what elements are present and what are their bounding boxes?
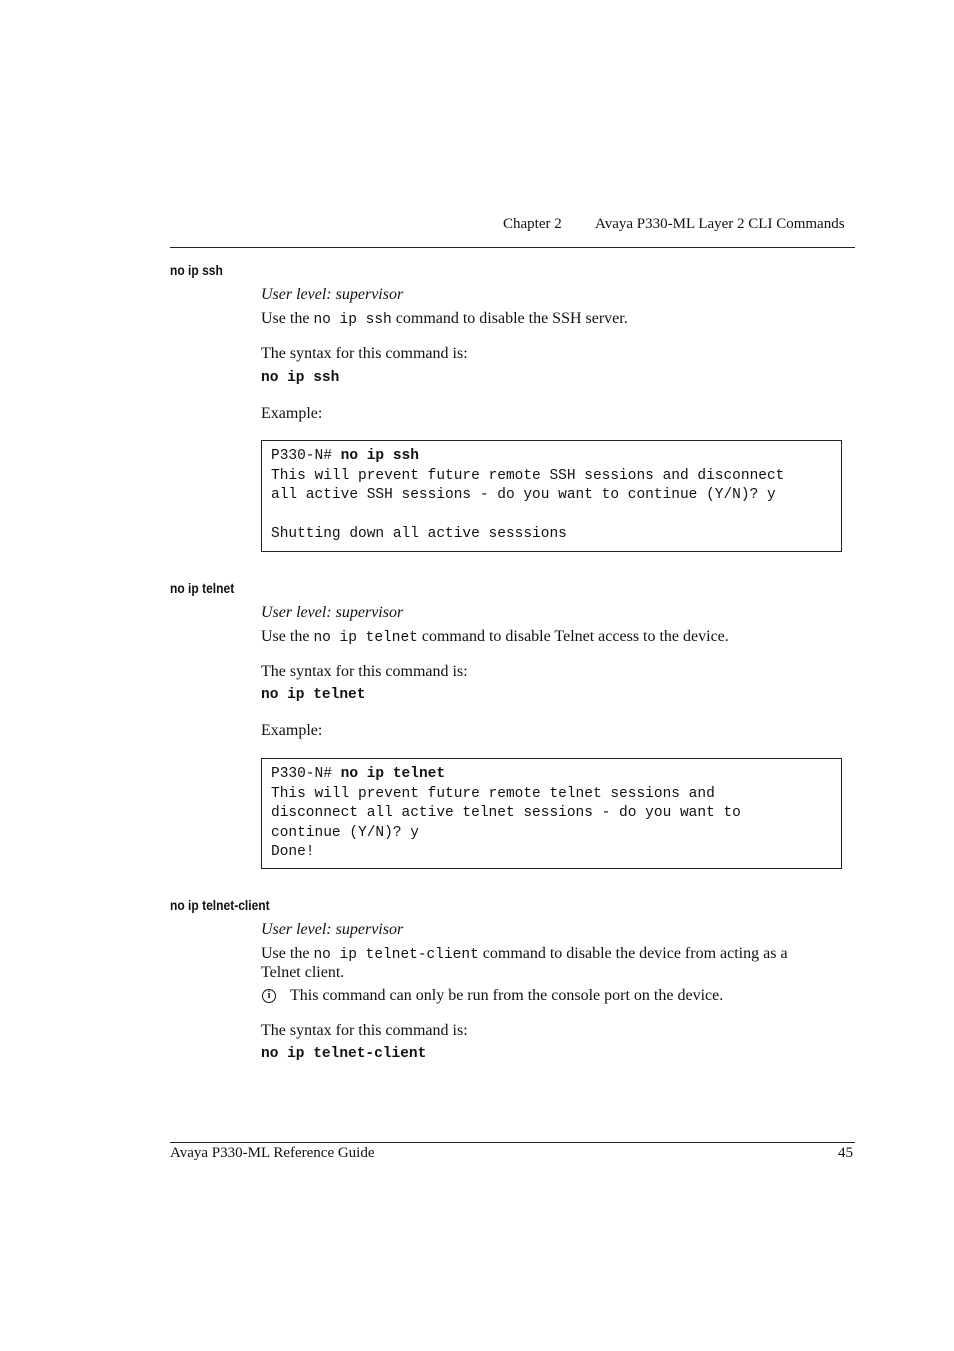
chapter-title: Avaya P330-ML Layer 2 CLI Commands — [595, 216, 845, 232]
syntax-intro: The syntax for this command is: — [261, 1022, 468, 1039]
inline-command: no ip ssh — [313, 312, 392, 328]
description-prefix: Use the — [261, 310, 310, 327]
inline-command: no ip telnet — [313, 630, 418, 646]
inline-command: no ip telnet-client — [313, 947, 479, 963]
user-level-text: User level: supervisor — [261, 286, 404, 303]
description-suffix: command to disable Telnet access to the device. — [421, 628, 729, 645]
syntax-command: no ip telnet-client — [261, 1046, 427, 1062]
section-heading-no-ip-ssh: no ip ssh — [170, 262, 223, 278]
user-level-text: User level: supervisor — [261, 921, 404, 938]
example-code-block — [261, 758, 842, 869]
description-prefix: Use the — [261, 628, 310, 645]
example-output: This will prevent future remote SSH sessions and disconnect all active SSH sessions - do you want to continue (Y/N)? y Shutting down all active sesssions — [271, 467, 785, 542]
example-command: no ip ssh — [340, 448, 419, 464]
syntax-command: no ip ssh — [261, 370, 340, 386]
description-line-2: Telnet client. — [261, 964, 345, 981]
syntax-intro: The syntax for this command is: — [261, 345, 468, 362]
example-command: no ip telnet — [340, 766, 446, 782]
user-level-text: User level: supervisor — [261, 604, 404, 621]
example-code-block — [261, 440, 842, 552]
section-heading-no-ip-telnet: no ip telnet — [170, 580, 235, 596]
footer-divider — [170, 1142, 855, 1143]
description-paragraph — [261, 309, 628, 330]
syntax-command: no ip telnet — [261, 687, 366, 703]
description-paragraph — [261, 627, 729, 648]
chapter-label: Chapter 2 — [503, 216, 562, 232]
page-number: 45 — [838, 1145, 853, 1161]
info-icon: i — [262, 989, 276, 1003]
description-prefix: Use the — [261, 945, 310, 962]
example-label: Example: — [261, 722, 323, 739]
syntax-intro: The syntax for this command is: — [261, 663, 468, 680]
description-suffix: command to disable the device from acting as a — [482, 945, 788, 962]
section-heading-no-ip-telnet-client: no ip telnet-client — [170, 897, 270, 913]
example-prompt: P330-N# — [271, 448, 332, 464]
example-label: Example: — [261, 405, 323, 422]
description-paragraph — [261, 944, 788, 965]
note-text: This command can only be run from the console port on the device. — [290, 987, 724, 1004]
description-suffix: command to disable the SSH server. — [395, 310, 628, 327]
footer-guide-title: Avaya P330-ML Reference Guide — [170, 1145, 375, 1161]
header-divider — [170, 247, 855, 248]
example-prompt: P330-N# — [271, 766, 332, 782]
example-output: This will prevent future remote telnet sessions and disconnect all active telnet sessions - do you want to continue (Y/N)? y Done! — [271, 785, 741, 860]
